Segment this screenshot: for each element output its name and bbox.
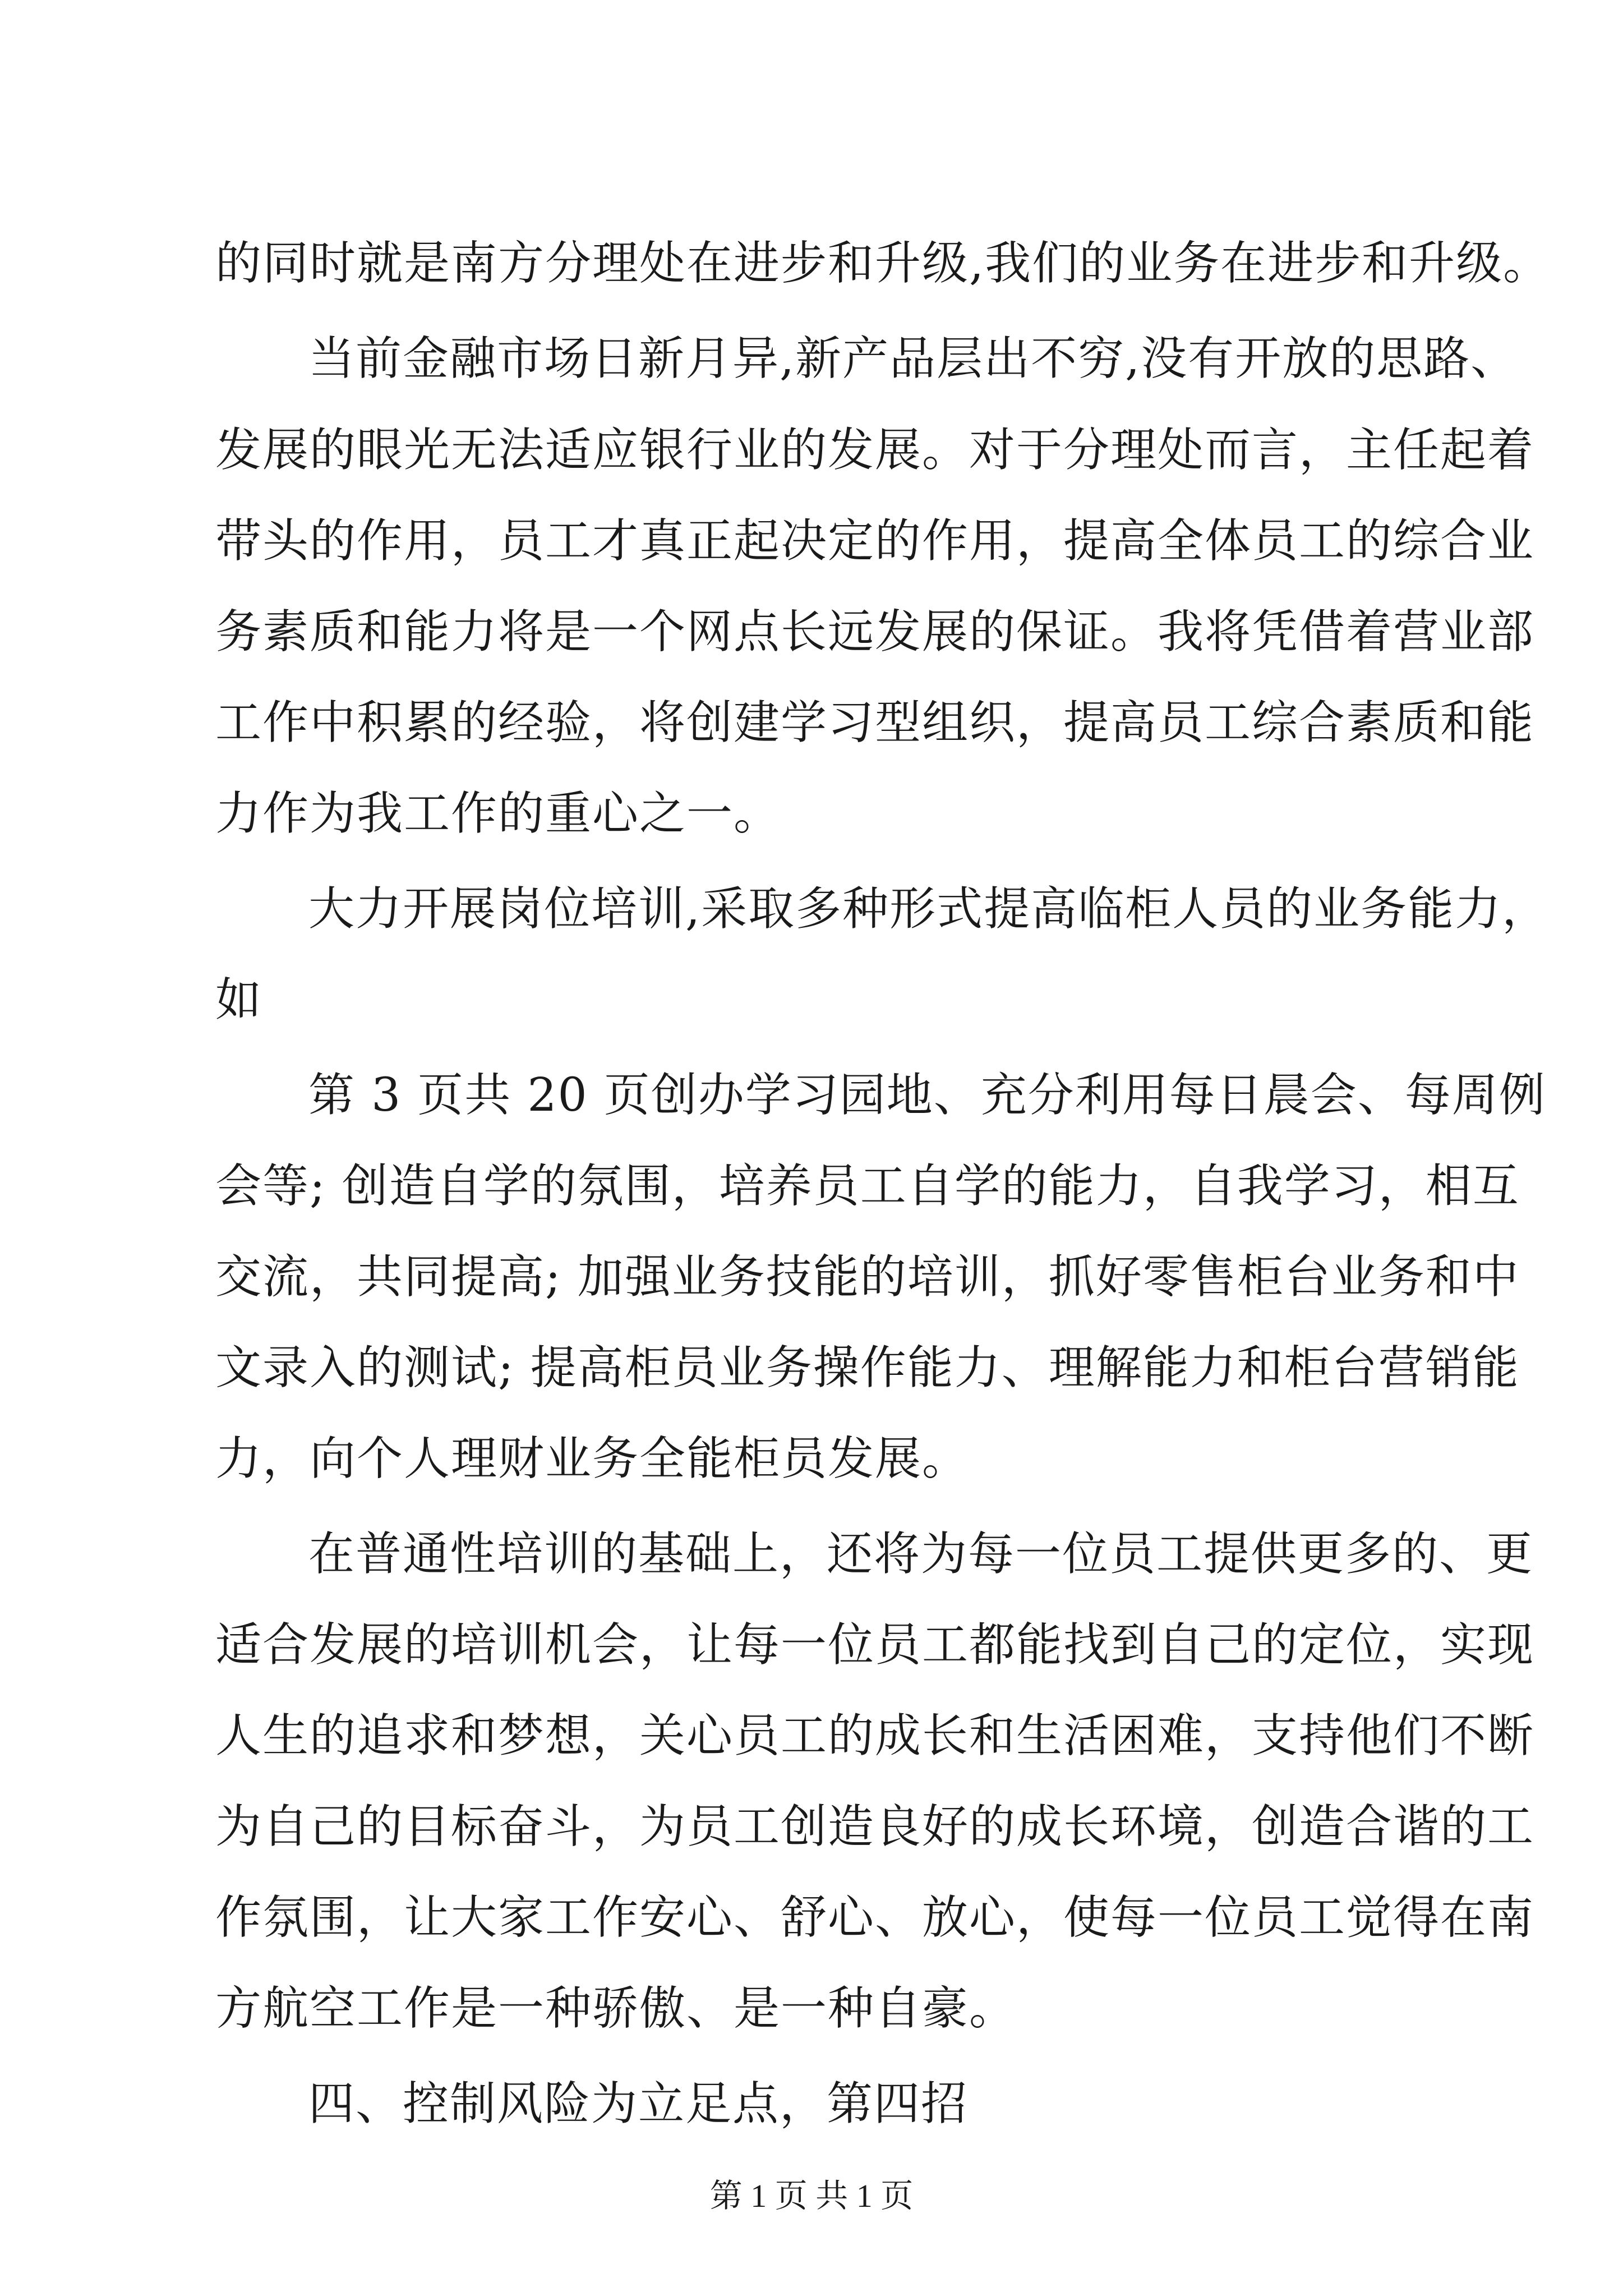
text-line: 的同时就是南方分理处在进步和升级,我们的业务在进步和升级。 [215, 237, 1551, 290]
paragraph-start-line: 当前金融市场日新月异,新产品层出不穷,没有开放的思路、 [308, 332, 1518, 385]
text-line: 作氛围，让大家工作安心、舒心、放心，使每一位员工觉得在南 [215, 1891, 1535, 1944]
text-line: 会等; 创造自学的氛围，培养员工自学的能力，自我学习，相互 [215, 1159, 1520, 1213]
text-line: 带头的作用，员工才真正起决定的作用，提高全体员工的综合业 [215, 514, 1535, 568]
text-line: 务素质和能力将是一个网点长远发展的保证。我将凭借着营业部 [215, 605, 1535, 659]
text-line: 力作为我工作的重心之一。 [215, 787, 781, 840]
section-heading-line: 四、控制风险为立足点，第四招 [308, 2077, 969, 2131]
text-line: 发展的眼光无法适应银行业的发展。对于分理处而言，主任起着 [215, 424, 1535, 477]
text-line: 适合发展的培训机会，让每一位员工都能找到自己的定位，实现 [215, 1618, 1535, 1672]
text-line: 方航空工作是一种骄傲、是一种自豪。 [215, 1982, 1017, 2035]
text-line: 力，向个人理财业务全能柜员发展。 [215, 1432, 970, 1485]
text-line: 人生的追求和梦想，关心员工的成长和生活困难，支持他们不断 [215, 1709, 1535, 1763]
text-line: 为自己的目标奋斗，为员工创造良好的成长环境，创造合谐的工 [215, 1800, 1535, 1853]
text-line: 交流，共同提高; 加强业务技能的培训，抓好零售柜台业务和中 [215, 1250, 1520, 1304]
text-line: 文录入的测试; 提高柜员业务操作能力、理解能力和柜台营销能 [215, 1341, 1520, 1395]
paragraph-start-line: 在普通性培训的基础上，还将为每一位员工提供更多的、更 [308, 1527, 1534, 1581]
text-line: 如 [215, 973, 263, 1027]
paragraph-start-line: 大力开展岗位培训,采取多种形式提高临柜人员的业务能力， [308, 882, 1550, 936]
page-footer: 第 1 页 共 1 页 [709, 2178, 914, 2214]
paragraph-start-line: 第 3 页共 20 页创办学习园地、充分利用每日晨会、每周例 [308, 1069, 1546, 1122]
text-line: 工作中积累的经验，将创建学习型组织，提高员工综合素质和能 [215, 696, 1535, 749]
